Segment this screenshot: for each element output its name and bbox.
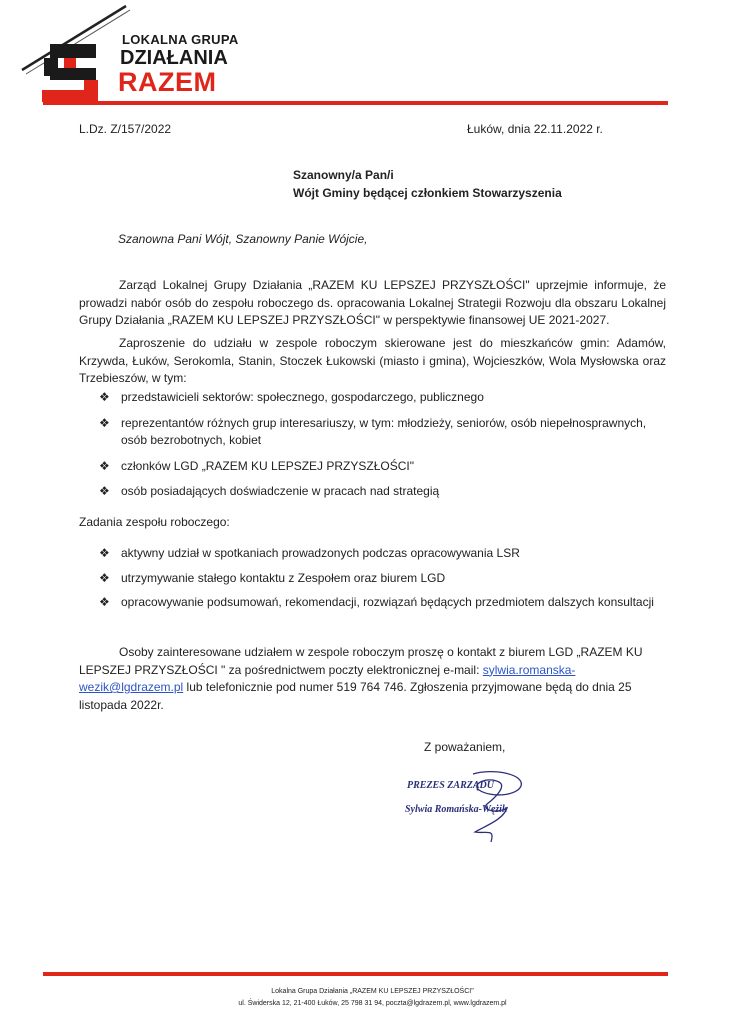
footer-address: ul. Świderska 12, 21-400 Łuków, 25 798 31 94, poczta@lgdrazem.pl, www.lgdrazem.pl — [238, 1000, 507, 1007]
list-item: ❖ członków LGD „RAZEM KU LEPSZEJ PRZYSZŁOŚCI" — [99, 458, 659, 476]
header-divider — [43, 101, 668, 105]
logo-block — [50, 68, 96, 80]
list-item: ❖ aktywny udział w spotkaniach prowadzonych podczas opracowywania LSR — [99, 545, 659, 563]
signature-stamp — [395, 768, 555, 848]
salutation: Szanowna Pani Wójt, Szanowny Panie Wójcie, — [118, 232, 368, 246]
list-item: ❖ opracowywanie podsumowań, rekomendacji, rozwiązań będących przedmiotem dalszych konsultacji — [99, 594, 659, 612]
tasks-list — [99, 545, 659, 619]
place-and-date: Łuków, dnia 22.11.2022 r. — [467, 122, 603, 136]
body-paragraph: Zaproszenie do udziału w zespole roboczym skierowane jest do mieszkańców gmin: Adamów, Krzywda, Łuków, Serokomla, Stanin, Stoczek Łukowski (miasto i gmina), Wojcieszków, Wola Mysłowska oraz Trzebieszów, w tym: — [79, 336, 666, 385]
list-item: ❖ osób posiadających doświadczenie w pracach nad strategią — [99, 483, 659, 501]
addressee-line-2: Wójt Gminy będącej członkiem Stowarzyszenia — [293, 186, 562, 200]
diamond-bullet-icon: ❖ — [99, 415, 110, 430]
diamond-bullet-icon: ❖ — [99, 458, 110, 473]
diamond-bullet-icon: ❖ — [99, 546, 110, 560]
footer-organization: Lokalna Grupa Działania „RAZEM KU LEPSZEJ PRZYSZŁOŚCI" — [271, 988, 474, 995]
logo-diagonal-stroke — [26, 10, 130, 74]
email-link[interactable]: sylwia.romanska-wezik@lgdrazem.pl — [79, 662, 576, 694]
stamp-name-text: Sylwia Romańska-Wężik — [405, 804, 507, 815]
footer-divider — [43, 972, 668, 976]
logo-line-3: RAZEM — [118, 67, 217, 97]
reference-number: L.Dz. Z/157/2022 — [79, 122, 172, 136]
logo-block — [50, 44, 96, 58]
list-item: ❖ reprezentantów różnych grup interesariuszy, w tym: młodzieży, seniorów, osób niepełnosprawnych, osób bezrobotnych, kobiet — [99, 415, 647, 447]
closing-phrase: Z poważaniem, — [424, 740, 506, 754]
diamond-bullet-icon: ❖ — [99, 484, 110, 498]
stamp-graphic — [395, 768, 555, 848]
logo-line-2: DZIAŁANIA — [120, 47, 228, 69]
diamond-bullet-icon: ❖ — [99, 570, 110, 585]
diamond-bullet-icon: ❖ — [99, 390, 110, 404]
stamp-title-text: PREZES ZARZĄDU — [407, 780, 494, 791]
contact-paragraph: Osoby zainteresowane udziałem w zespole roboczym proszę o kontakt z biurem LGD „RAZEM KU LEPSZEJ PRZYSZŁOŚCI " za pośrednictwem poczty elektronicznej e-mail: sylwia.romanska-wezik@lgdrazem.pl lub telefonicznie pod numer 519 764 746. Zgłoszenia przyjmowane będą do dnia 25 listopada 2022r. — [79, 645, 643, 712]
logo-block — [64, 58, 76, 68]
list-item: ❖ przedstawicieli sektorów: społecznego, gospodarczego, publicznego — [99, 389, 659, 407]
diamond-bullet-icon: ❖ — [99, 595, 110, 609]
tasks-heading: Zadania zespołu roboczego: — [79, 515, 230, 529]
addressee-line-1: Szanowny/a Pan/i — [293, 168, 394, 182]
organization-logo — [14, 4, 239, 104]
body-paragraph: Zarząd Lokalnej Grupy Działania „RAZEM KU LEPSZEJ PRZYSZŁOŚCI" uprzejmie informuje, że prowadzi nabór osób do zespołu roboczego ds. opracowania Lokalnej Strategii Rozwoju dla obszaru Lokalnej Grupy Działania „RAZEM KU LEPSZEJ PRZYSZŁOŚCI" w perspektywie finansowej UE 2021-2027. — [79, 278, 666, 327]
logo-line-1: LOKALNA GRUPA — [122, 32, 239, 47]
target-groups-list — [99, 389, 659, 509]
list-item: ❖ utrzymywanie stałego kontaktu z Zespołem oraz biurem LGD — [99, 570, 659, 588]
